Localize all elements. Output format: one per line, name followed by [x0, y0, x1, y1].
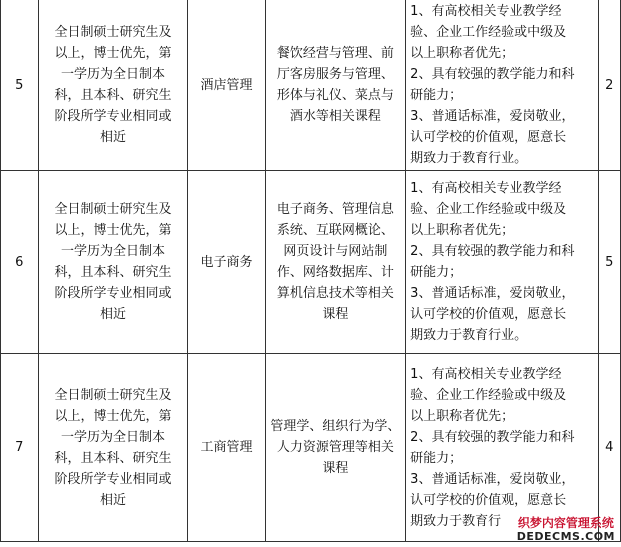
education-line: 相近	[99, 307, 126, 322]
row-number-cell: 6	[1, 171, 39, 354]
requirement-line: 以上职称者优先；	[410, 223, 515, 238]
course-line: 网页设计与网站制	[283, 244, 388, 259]
requirement-line: 认可学校的价值观，愿意长	[410, 130, 567, 145]
course-line: 酒水等相关课程	[289, 109, 381, 124]
course-line: 形体与礼仪、菜点与	[276, 88, 394, 103]
requirement-line: 期致力于教育行业。	[410, 151, 528, 166]
requirement-line: 期致力于教育行业。	[410, 328, 528, 343]
requirement-line: 2、具有较强的教学能力和科	[410, 429, 575, 445]
education-requirement-cell	[38, 0, 188, 171]
requirement-line: 研能力；	[410, 88, 463, 103]
other-requirements-cell	[406, 354, 598, 542]
course-line: 作、网络数据库、计	[276, 265, 394, 280]
education-requirement-cell	[38, 354, 188, 542]
course-line: 课程	[322, 307, 349, 322]
education-line: 相近	[99, 130, 126, 145]
major-cell: 电子商务	[188, 171, 265, 354]
education-line: 全日制硕士研究生及	[54, 202, 172, 217]
watermark-cn: 织梦内容管理系统	[517, 516, 614, 530]
requirement-line: 验、企业工作经验或中级及	[410, 202, 567, 217]
requirement-line: 2、具有较强的教学能力和科	[410, 244, 575, 259]
requirement-line: 1、有高校相关专业教学经	[410, 181, 562, 196]
education-line: 全日制硕士研究生及	[54, 25, 172, 40]
education-line: 阶段所学专业相同或	[54, 286, 172, 301]
education-line: 阶段所学专业相同或	[54, 109, 172, 124]
education-line: 相近	[99, 492, 126, 508]
education-line: 阶段所学专业相同或	[54, 471, 172, 487]
education-line: 以上，博士优先，第	[54, 408, 172, 424]
requirement-line: 研能力；	[410, 265, 463, 280]
requirement-line: 以上职称者优先；	[410, 408, 515, 424]
education-line: 全日制硕士研究生及	[54, 387, 172, 403]
requirement-line: 3、普通话标准，爱岗敬业，	[410, 286, 575, 301]
education-line: 科，且本科、研究生	[54, 265, 172, 280]
headcount-cell: 2	[598, 0, 620, 171]
requirement-line: 2、具有较强的教学能力和科	[410, 67, 575, 82]
row-number-cell: 7	[1, 354, 39, 542]
requirement-line: 以上职称者优先；	[410, 46, 515, 61]
row-number-cell: 5	[1, 0, 39, 171]
requirement-line: 认可学校的价值观，愿意长	[410, 492, 567, 508]
requirement-line: 验、企业工作经验或中级及	[410, 387, 567, 403]
course-line: 管理学、组织行为学、	[270, 419, 401, 434]
headcount-cell: 4	[598, 354, 620, 542]
table-row	[1, 354, 621, 542]
courses-cell	[265, 354, 406, 542]
requirement-line: 3、普通话标准，爱岗敬业，	[410, 471, 575, 487]
education-line: 科，且本科、研究生	[54, 88, 172, 103]
table-row	[1, 171, 621, 354]
requirement-line: 3、普通话标准，爱岗敬业，	[410, 109, 575, 124]
requirement-line: 认可学校的价值观，愿意长	[410, 307, 567, 322]
other-requirements-cell	[406, 171, 598, 354]
course-line: 算机信息技术等相关	[276, 286, 394, 301]
education-requirement-cell	[38, 171, 188, 354]
headcount-cell: 5	[598, 171, 620, 354]
requirement-line: 1、有高校相关专业教学经	[410, 366, 562, 382]
major-cell: 酒店管理	[188, 0, 265, 171]
course-line: 系统、互联网概论、	[276, 223, 394, 238]
education-line: 一学历为全日制本	[60, 429, 165, 445]
courses-cell	[265, 0, 406, 171]
course-line: 餐饮经营与管理、前	[276, 46, 394, 61]
education-line: 以上，博士优先，第	[54, 46, 172, 61]
requirement-line: 验、企业工作经验或中级及	[410, 25, 567, 40]
table-row	[1, 0, 621, 171]
requirement-line: 研能力；	[410, 450, 463, 466]
course-line: 课程	[322, 461, 349, 476]
watermark-logo	[517, 516, 615, 544]
watermark-en: DEDECMS.COM	[516, 530, 615, 543]
courses-cell	[265, 171, 406, 354]
course-line: 电子商务、管理信息	[276, 202, 394, 217]
requirement-line: 期致力于教育行	[410, 513, 502, 529]
course-line: 人力资源管理等相关	[276, 440, 394, 455]
course-line: 厅客房服务与管理、	[276, 67, 394, 82]
other-requirements-cell	[406, 0, 598, 171]
education-line: 以上，博士优先，第	[54, 223, 172, 238]
requirement-line: 1、有高校相关专业教学经	[410, 4, 562, 19]
table-body	[1, 0, 621, 542]
education-line: 一学历为全日制本	[60, 244, 165, 259]
major-cell: 工商管理	[188, 354, 265, 542]
education-line: 一学历为全日制本	[60, 67, 165, 82]
education-line: 科，且本科、研究生	[54, 450, 172, 466]
